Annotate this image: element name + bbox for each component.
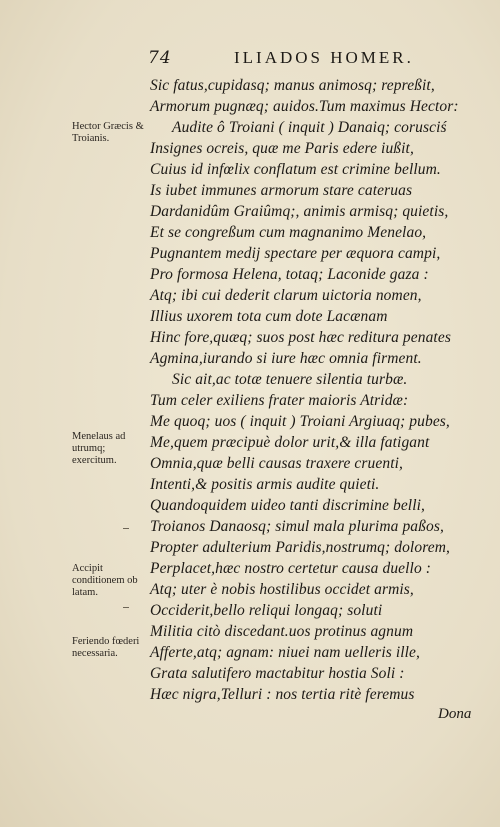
verse-line: Afferte,atq; agnam: niuei nam uelleris ille, bbox=[150, 644, 421, 661]
verse-line: Omnia,quæ belli causas traxere cruenti, bbox=[150, 455, 404, 472]
verse-line: Agmina,iurando si iure hæc omnia firment. bbox=[150, 350, 422, 367]
verse-line: Insignes ocreis, quæ me Paris edere iußit, bbox=[150, 140, 414, 157]
verse-line: Is iubet immunes armorum stare cateruas bbox=[150, 182, 413, 199]
verse-line: Troianos Danaosq; simul mala plurima paßos, bbox=[150, 518, 444, 535]
verse-line: Hæc nigra,Telluri : nos tertia ritè feremus bbox=[150, 686, 415, 703]
margin-note: Accipit conditionem ob latam. bbox=[72, 563, 138, 598]
verse-line: Sic fatus,cupidasq; manus animosq; repreßit, bbox=[150, 77, 435, 94]
margin-tick bbox=[123, 607, 129, 608]
verse-line: Hinc fore,quæq; suos post hæc reditura penates bbox=[150, 329, 451, 346]
verse-line: Grata salutifero mactabitur hostia Soli : bbox=[150, 665, 405, 682]
verse-line: Cuius id infœlix conflatum est crimine bellum. bbox=[150, 161, 441, 178]
verse-line: Intenti,& positis armis audite quieti. bbox=[150, 476, 380, 493]
verse-line: Illius uxorem tota cum dote Lacænam bbox=[150, 308, 388, 325]
verse-line: Et se congreßum cum magnanimo Menelao, bbox=[150, 224, 427, 241]
verse-line: Pugnantem medij spectare per æquora campi, bbox=[150, 245, 441, 262]
margin-note: Feriendo fœderi necessaria. bbox=[72, 636, 140, 659]
page-header bbox=[148, 48, 448, 70]
verse-line: Perplacet,hæc nostro certetur causa duello : bbox=[150, 560, 432, 577]
verse-line: Me,quem præcipuè dolor urit,& illa fatigant bbox=[150, 434, 430, 451]
verse-line: Sic ait,ac totæ tenuere silentia turbæ. bbox=[172, 371, 408, 388]
running-head: ILIADOS HOMER. bbox=[234, 48, 414, 67]
verse-line: Quandoquidem uideo tanti discrimine belli, bbox=[150, 497, 425, 514]
margin-tick bbox=[123, 528, 129, 529]
verse-line: Militia citò discedant.uos protinus agnum bbox=[150, 623, 414, 640]
verse-line: Occiderit,bello reliqui longaq; soluti bbox=[150, 602, 383, 619]
verse-line: Tum celer exiliens frater maioris Atridæ: bbox=[150, 392, 409, 409]
verse-line: Armorum pugnæq; auidos.Tum maximus Hector: bbox=[150, 98, 459, 115]
verse-line: Atq; ibi cui dederit clarum uictoria nomen, bbox=[150, 287, 422, 304]
verse-line: Me quoq; uos ( inquit ) Troiani Argiuaq; pubes, bbox=[150, 413, 450, 430]
verse-line: Audite ô Troiani ( inquit ) Danaiq; corusciś bbox=[172, 119, 447, 136]
verse-line: Dardanidûm Graiûmq;, animis armisq; quietis, bbox=[150, 203, 449, 220]
verse-line: Pro formosa Helena, totaq; Laconide gaza : bbox=[150, 266, 429, 283]
margin-note: Hector Græcis & Troianis. bbox=[72, 121, 144, 144]
verse-line: Atq; uter è nobis hostilibus occidet armis, bbox=[150, 581, 414, 598]
verse-line: Propter adulterium Paridis,nostrumq; dolorem, bbox=[150, 539, 450, 556]
margin-note: Menelaus ad utrumq; exercitum. bbox=[72, 431, 126, 466]
catchword: Dona bbox=[438, 706, 472, 722]
page-number: 74 bbox=[148, 48, 172, 68]
